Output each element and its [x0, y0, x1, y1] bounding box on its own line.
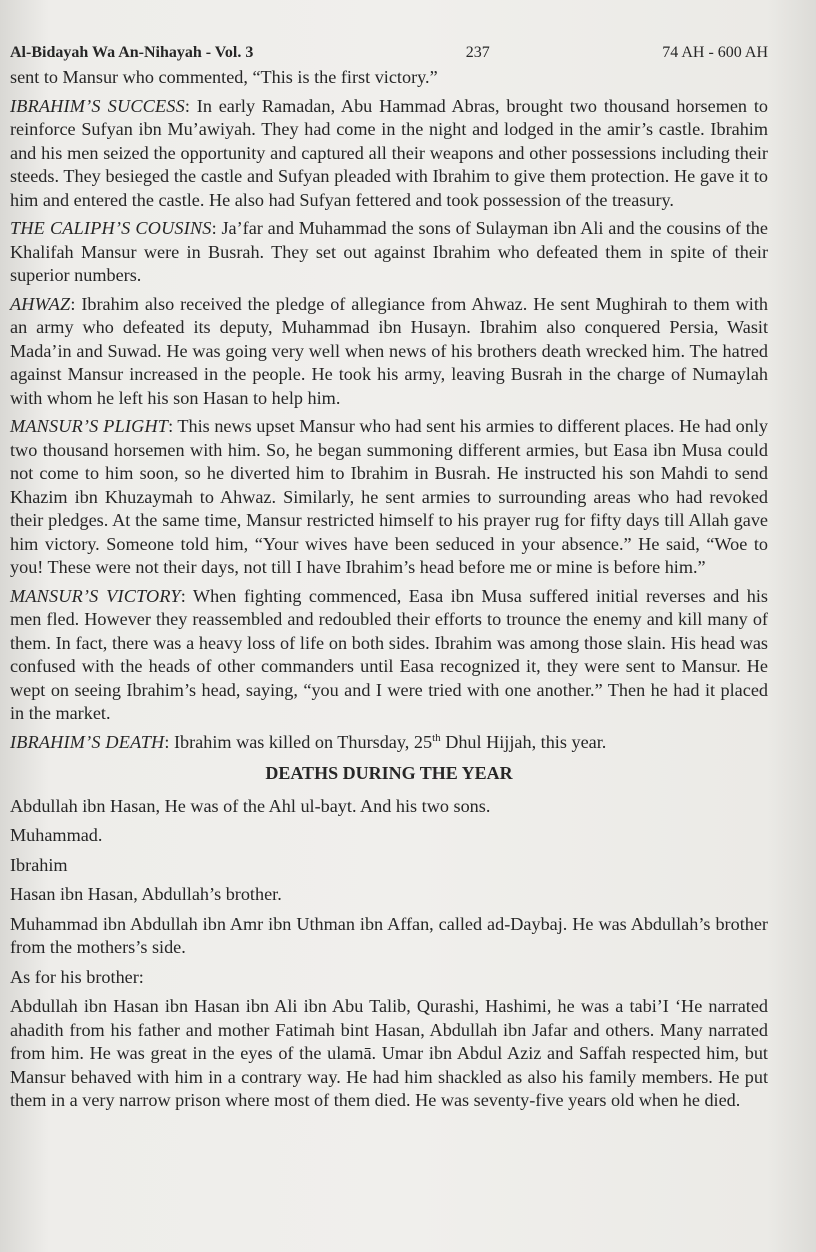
- section-heading: DEATHS DURING THE YEAR: [265, 763, 513, 783]
- year-range: 74 AH - 600 AH: [662, 44, 768, 61]
- death-entry: Muhammad.: [10, 825, 103, 845]
- paragraph-heading: THE CALIPH’S COUSINS: [10, 218, 212, 238]
- running-header: [10, 44, 768, 62]
- paragraph: THE CALIPH’S COUSINS: Ja’far and Muhammad the sons of Sulayman ibn Ali and the cousins of the Khalifah Mansur were in Busrah. They set out against Ibrahim who defeated them in spite of their superior numbers.: [10, 218, 768, 285]
- paragraph: IBRAHIM’S DEATH: Ibrahim was killed on Thursday, 25th Dhul Hijjah, this year.: [10, 731, 607, 752]
- paragraph: IBRAHIM’S SUCCESS: In early Ramadan, Abu Hammad Abras, brought two thousand horsemen to reinforce Sufyan ibn Mu’awiyah. They had come in the night and lodged in the amir’s castle. Ibrahim and his men seized the opportunity and captured all their weapons and other possessions including their steeds. They besieged the castle and Sufyan pleaded with Ibrahim to give them protection. He gave it to him and entered the castle. He also had Sufyan fettered and took possession of the treasury.: [10, 95, 768, 210]
- death-entry: Hasan ibn Hasan, Abdullah’s brother.: [10, 884, 282, 904]
- book-title: Al-Bidayah Wa An-Nihayah - Vol. 3: [10, 44, 254, 61]
- death-entry: Abdullah ibn Hasan, He was of the Ahl ul-bayt. And his two sons.: [10, 795, 491, 816]
- paragraph-heading: MANSUR’S VICTORY: [10, 585, 181, 606]
- paragraph-heading: IBRAHIM’S DEATH: [10, 731, 165, 752]
- death-entry: Abdullah ibn Hasan ibn Hasan ibn Ali ibn Abu Talib, Qurashi, Hashimi, he was a tabi’I ‘He narrated ahadith from his father and mother Fatimah bint Hasan, Abdullah ibn Jafar and others. Many narrated from him. He was great in the eyes of the ulamā. Umar ibn Abdul Aziz and Saffah respected him, but Mansur behaved with him in a contrary way. He had him shackled as also his family members. He put them in a very narrow prison where most of them died. He was seventy-five years old when he died.: [10, 996, 768, 1110]
- paragraph: sent to Mansur who commented, “This is the first victory.”: [10, 67, 438, 87]
- page-body: [10, 66, 768, 1113]
- paragraph-heading: AHWAZ: [10, 293, 71, 314]
- page-number: 237: [465, 44, 490, 61]
- death-entry: Ibrahim: [10, 854, 68, 875]
- paragraph-heading: MANSUR’S PLIGHT: [10, 416, 169, 436]
- paragraph: AHWAZ: Ibrahim also received the pledge of allegiance from Ahwaz. He sent Mughirah to them with an army who defeated its deputy, Muhammad ibn Husayn. Ibrahim also conquered Persia, Wasit Mada’in and Suwad. He was going very well when news of his brothers death wrecked him. The hatred against Mansur increased in the people. He took his army, leaving Busrah in the charge of Numaylah with whom he left his son Hasan to help him.: [10, 293, 768, 408]
- paragraph-heading: IBRAHIM’S SUCCESS: [10, 95, 185, 116]
- death-entry: Muhammad ibn Abdullah ibn Amr ibn Uthman ibn Affan, called ad-Daybaj. He was Abdullah’s brother from the mothers’s side.: [10, 913, 768, 957]
- paragraph: MANSUR’S VICTORY: When fighting commenced, Easa ibn Musa suffered initial reverses and his men fled. However they reassembled and redoubled their efforts to trounce the enemy and kill many of them. In fact, there was a heavy loss of life on both sides. Ibrahim was among those slain. His head was confused with the heads of other commanders until Easa recognized it, they were sent to Mansur. He wept on seeing Ibrahim’s head, saying, “you and I were tried with one another.” Then he had it placed in the market.: [10, 585, 768, 723]
- paragraph: MANSUR’S PLIGHT: This news upset Mansur who had sent his armies to different places. He had only two thousand horsemen with him. So, he began summoning different armies, but Easa ibn Musa could not come to him soon, so he diverted him to Ibrahim in Busrah. He instructed his son Mahdi to send Khazim ibn Khuzaymah to Ahwaz. Similarly, he sent armies to surrounding areas who had revoked their pledges. At the same time, Mansur restricted himself to his prayer rug for fifty days till Allah gave him victory. Someone told him, “Your wives have been seduced in your absence.” He said, “Woe to you! These were not their days, not till I have Ibrahim’s head before me or mine is before him.”: [10, 416, 768, 577]
- death-entry: As for his brother:: [10, 966, 144, 987]
